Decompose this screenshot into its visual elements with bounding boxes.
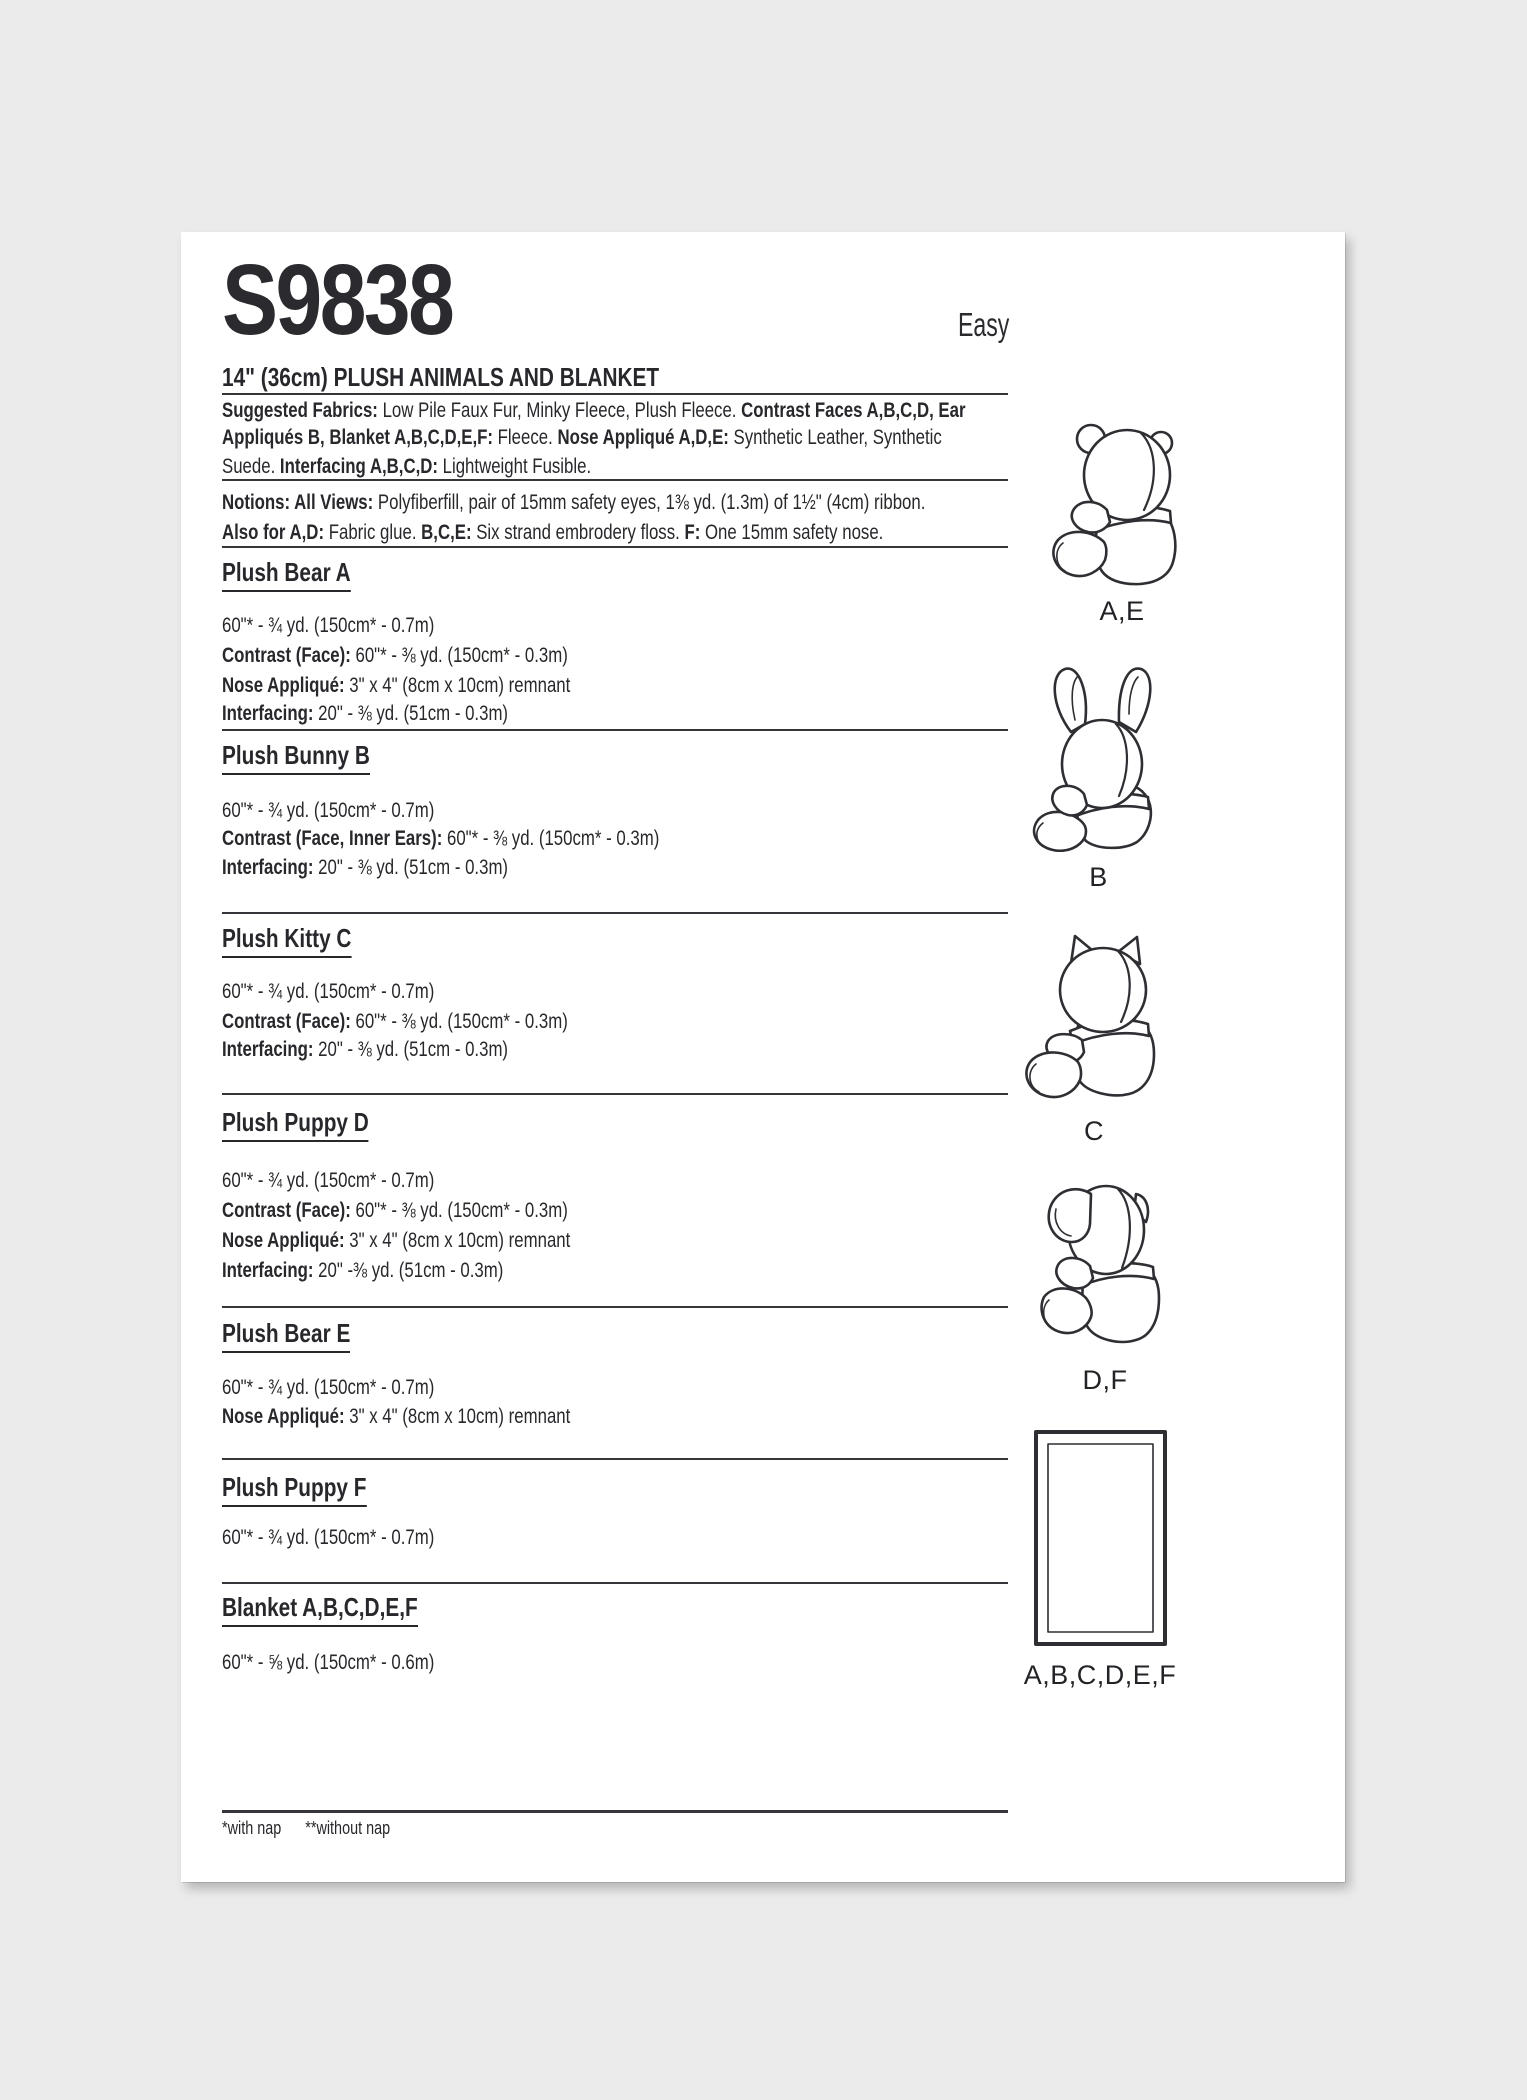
- yardage-line: 60"* - ¾ yd. (150cm* - 0.7m): [222, 1526, 435, 1549]
- divider-rule: [222, 546, 1008, 548]
- divider-rule: [222, 1306, 1008, 1308]
- divider-rule: [222, 912, 1008, 914]
- pattern-number: S9838: [222, 244, 453, 356]
- difficulty-level: Easy: [958, 306, 1010, 343]
- divider-rule: [222, 479, 1008, 481]
- notions-paragraph-line: Also for A,D: Fabric glue. B,C,E: Six strand embrodery floss. F: One 15mm safety nose.: [222, 521, 884, 544]
- yardage-line: Contrast (Face): 60"* - ⅜ yd. (150cm* - 0.3m): [222, 1010, 568, 1033]
- yardage-line: Nose Appliqué: 3" x 4" (8cm x 10cm) remnant: [222, 1229, 571, 1252]
- divider-rule: [222, 393, 1008, 395]
- figure-puppy-df: [1040, 1176, 1170, 1395]
- notions-paragraph-line: Notions: All Views: Polyfiberfill, pair of 15mm safety eyes, 1⅜ yd. (1.3m) of 1½" (4cm) ribbon.: [222, 491, 926, 514]
- figure-label: B: [1089, 862, 1108, 892]
- without-nap-note: **without nap: [305, 1818, 391, 1838]
- divider-rule: [222, 729, 1008, 731]
- with-nap-note: *with nap: [222, 1818, 282, 1838]
- divider-rule: [222, 1582, 1008, 1584]
- yardage-line: Interfacing: 20" -⅜ yd. (51cm - 0.3m): [222, 1259, 504, 1282]
- page-title: 14" (36cm) PLUSH ANIMALS AND BLANKET: [222, 362, 660, 392]
- section-heading-plush-puppy-f: Plush Puppy F: [222, 1472, 366, 1507]
- yardage-line: 60"* - ⅝ yd. (150cm* - 0.6m): [222, 1651, 435, 1674]
- figure-label: A,E: [1099, 596, 1145, 626]
- yardage-line: 60"* - ¾ yd. (150cm* - 0.7m): [222, 614, 435, 637]
- fabrics-paragraph-line: Appliqués B, Blanket A,B,C,D,E,F: Fleece. Nose Appliqué A,D,E: Synthetic Leather, Synthetic: [222, 426, 942, 449]
- section-heading-plush-bunny-b: Plush Bunny B: [222, 740, 370, 775]
- nap-footnote: [222, 1818, 414, 1839]
- divider-rule: [222, 1093, 1008, 1095]
- yardage-line: 60"* - ¾ yd. (150cm* - 0.7m): [222, 799, 435, 822]
- yardage-line: Contrast (Face): 60"* - ⅜ yd. (150cm* - 0.3m): [222, 1199, 568, 1222]
- figure-bunny-b: [1026, 662, 1171, 892]
- yardage-line: Contrast (Face, Inner Ears): 60"* - ⅜ yd. (150cm* - 0.3m): [222, 827, 660, 850]
- yardage-line: 60"* - ¾ yd. (150cm* - 0.7m): [222, 980, 435, 1003]
- figure-blanket: [1023, 1429, 1177, 1690]
- figure-label: A,B,C,D,E,F: [1023, 1660, 1177, 1690]
- yardage-line: Nose Appliqué: 3" x 4" (8cm x 10cm) remnant: [222, 674, 571, 697]
- kitty-back-icon: [1018, 928, 1170, 1108]
- divider-rule: [222, 1810, 1008, 1813]
- section-heading-plush-bear-a: Plush Bear A: [222, 557, 351, 592]
- blanket-icon: [1033, 1429, 1168, 1647]
- puppy-back-icon: [1040, 1176, 1170, 1358]
- section-heading-plush-kitty-c: Plush Kitty C: [222, 923, 351, 958]
- yardage-line: Interfacing: 20" - ⅜ yd. (51cm - 0.3m): [222, 1038, 509, 1061]
- yardage-line: Interfacing: 20" - ⅜ yd. (51cm - 0.3m): [222, 856, 509, 879]
- yardage-line: 60"* - ¾ yd. (150cm* - 0.7m): [222, 1169, 435, 1192]
- section-heading-blanket: Blanket A,B,C,D,E,F: [222, 1592, 418, 1627]
- fabrics-paragraph-line: Suggested Fabrics: Low Pile Faux Fur, Minky Fleece, Plush Fleece. Contrast Faces A,B,C,D, Ear: [222, 399, 966, 422]
- figure-kitty-c: [1018, 928, 1170, 1146]
- bunny-back-icon: [1026, 662, 1171, 852]
- divider-rule: [222, 1458, 1008, 1460]
- yardage-line: Interfacing: 20" - ⅜ yd. (51cm - 0.3m): [222, 702, 509, 725]
- bear-back-icon: [1042, 418, 1202, 590]
- yardage-line: Nose Appliqué: 3" x 4" (8cm x 10cm) remnant: [222, 1405, 571, 1428]
- figure-label: D,F: [1082, 1365, 1128, 1395]
- section-heading-plush-bear-e: Plush Bear E: [222, 1318, 350, 1353]
- section-heading-plush-puppy-d: Plush Puppy D: [222, 1107, 369, 1142]
- yardage-line: Contrast (Face): 60"* - ⅜ yd. (150cm* - 0.3m): [222, 644, 568, 667]
- yardage-line: 60"* - ¾ yd. (150cm* - 0.7m): [222, 1376, 435, 1399]
- figure-bear-ae: [1042, 418, 1202, 626]
- fabrics-paragraph-line: Suede. Interfacing A,B,C,D: Lightweight Fusible.: [222, 455, 592, 478]
- figure-label: C: [1084, 1116, 1104, 1146]
